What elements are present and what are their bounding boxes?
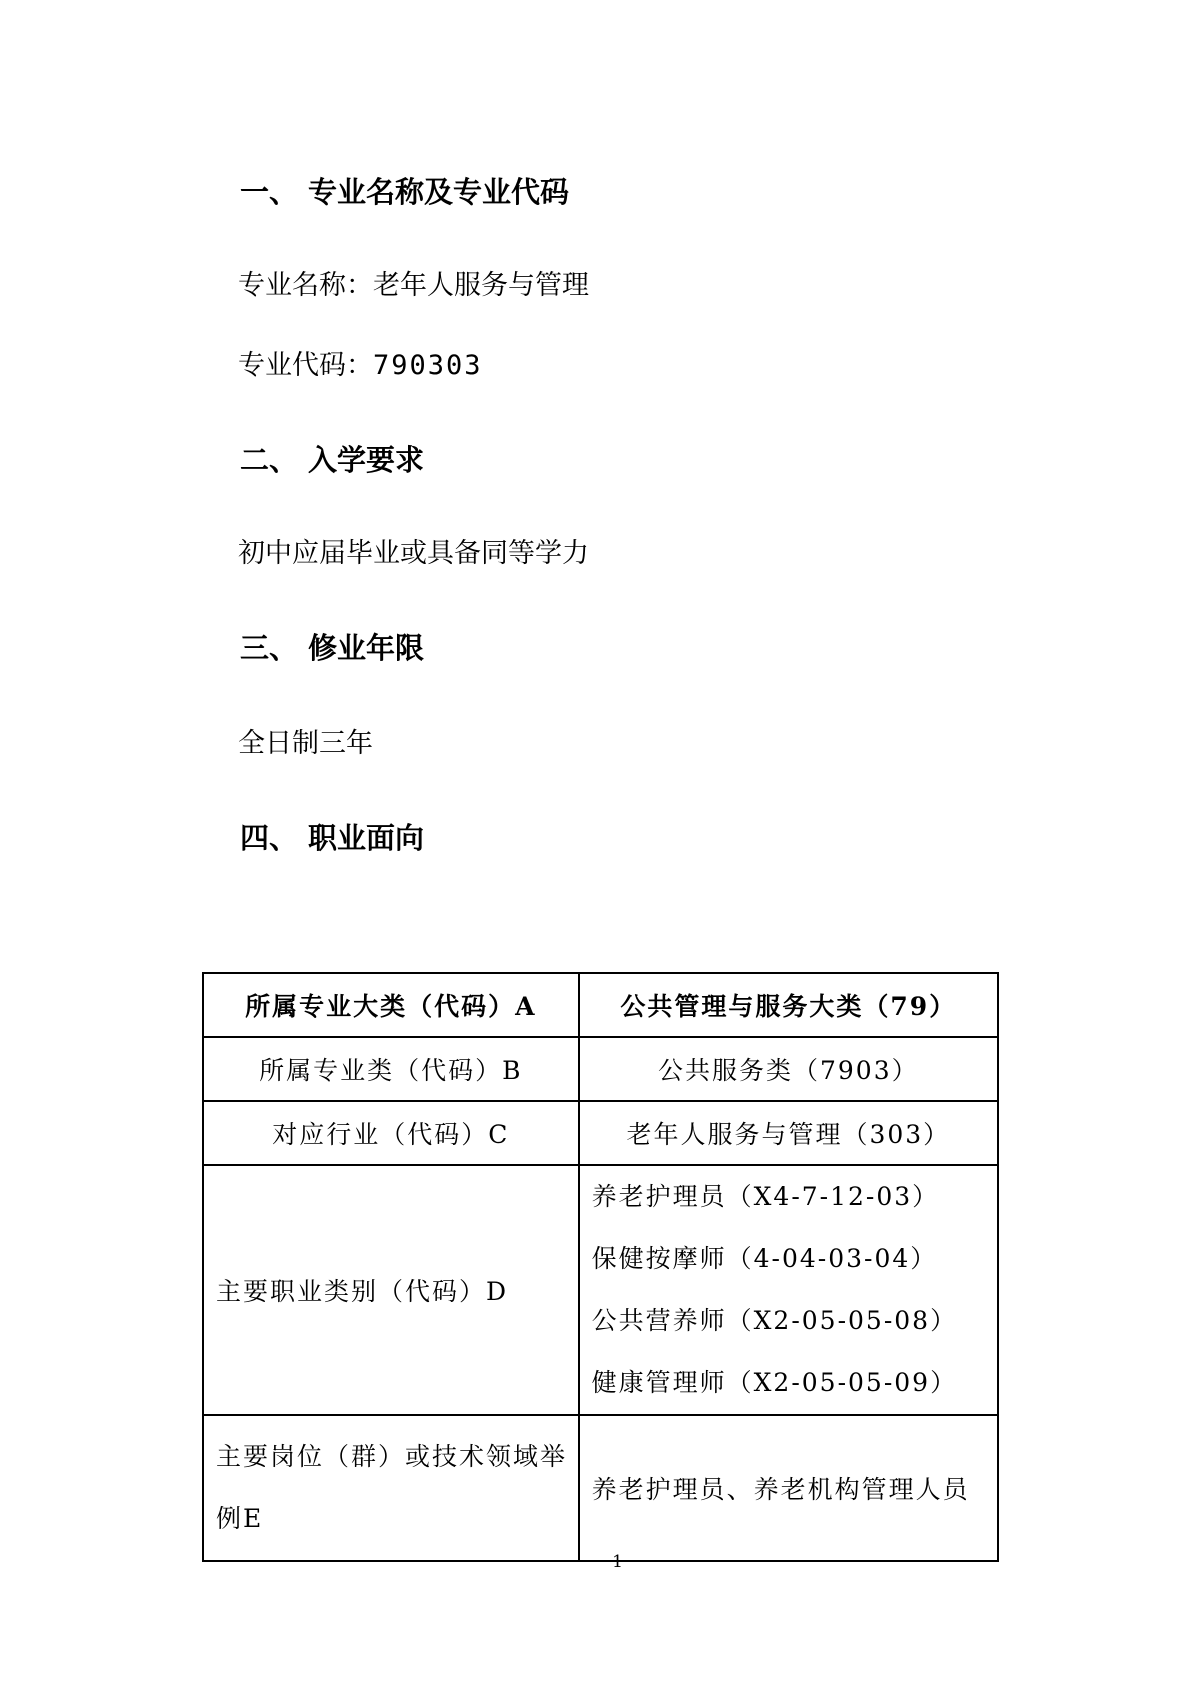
- section-title: 职业面向: [308, 821, 425, 855]
- major-name-line: [238, 272, 589, 299]
- section-heading-2: [240, 443, 425, 477]
- section-heading-1: [240, 175, 570, 209]
- section-title: 专业名称及专业代码: [308, 175, 570, 209]
- section-heading-3: [240, 631, 425, 665]
- table-cell-value: 老年人服务与管理（303）: [579, 1101, 998, 1165]
- table-row: [203, 1037, 998, 1101]
- duration-text: 全日制三年: [238, 728, 373, 759]
- major-name-label: 专业名称：: [238, 270, 373, 301]
- table-row-occupations: [203, 1165, 998, 1415]
- occupation-item: 公共营养师（X2-05-05-08）: [591, 1306, 958, 1335]
- table-row: [203, 973, 998, 1037]
- table-row-posts: [203, 1415, 998, 1561]
- page-number: 1: [612, 1552, 623, 1572]
- section-title: 修业年限: [308, 631, 425, 665]
- table-cell-label: 所属专业大类（代码）A: [203, 973, 579, 1037]
- major-code-value: 790303: [373, 350, 483, 381]
- table-row: [203, 1101, 998, 1165]
- career-orientation-table: [202, 972, 999, 1562]
- occupation-list: [579, 1165, 998, 1415]
- section-number: 一、: [240, 175, 299, 209]
- table-cell-value: 公共服务类（7903）: [579, 1037, 998, 1101]
- table-cell-value: 养老护理员、养老机构管理人员: [579, 1415, 998, 1561]
- occupation-item: 健康管理师（X2-05-05-09）: [591, 1368, 958, 1397]
- section-title: 入学要求: [308, 443, 425, 477]
- major-code-line: [238, 352, 483, 379]
- admission-text: 初中应届毕业或具备同等学力: [238, 538, 589, 569]
- table-cell-label: 主要岗位（群）或技术领域举例E: [203, 1415, 579, 1561]
- major-name-value: 老年人服务与管理: [373, 270, 589, 301]
- table-cell-value: 公共管理与服务大类（79）: [579, 973, 998, 1037]
- section-number: 三、: [240, 631, 299, 665]
- occupation-item: 保健按摩师（4-04-03-04）: [591, 1244, 938, 1273]
- major-code-label: 专业代码：: [238, 350, 373, 381]
- table-cell-label: 所属专业类（代码）B: [203, 1037, 579, 1101]
- table-cell-label: 对应行业（代码）C: [203, 1101, 579, 1165]
- table-cell-label: 主要职业类别（代码）D: [203, 1165, 579, 1415]
- section-number: 四、: [240, 821, 299, 855]
- section-number: 二、: [240, 443, 299, 477]
- occupation-item: 养老护理员（X4-7-12-03）: [591, 1182, 940, 1211]
- section-heading-4: [240, 821, 425, 855]
